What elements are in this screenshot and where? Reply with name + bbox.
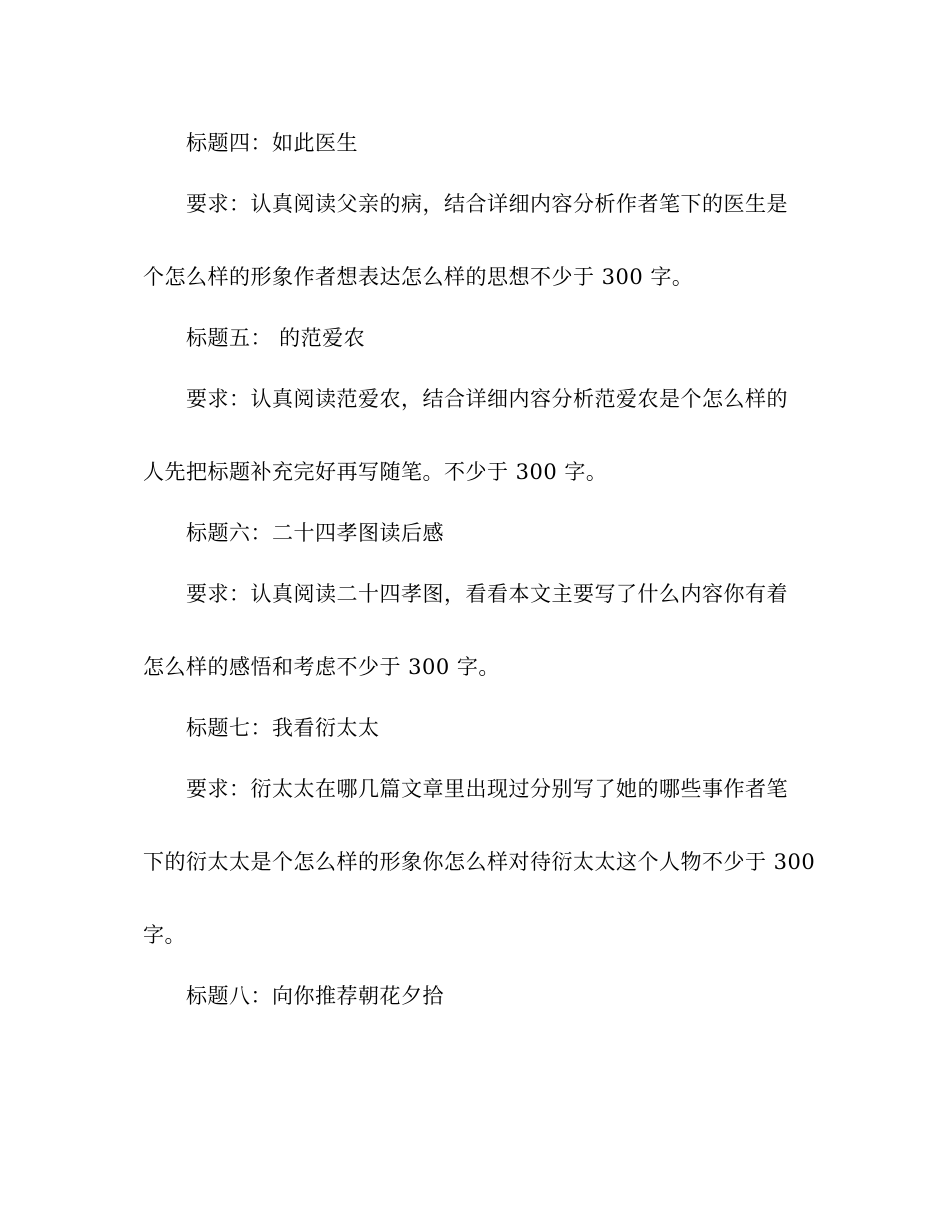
section-6-requirement-line-1: 要求：认真阅读二十四孝图，看看本文主要写了什么内容你有着 xyxy=(186,582,788,606)
section-title-7: 标题七：我看衍太太 xyxy=(186,716,380,740)
section-title-5: 标题五： 的范爱农 xyxy=(186,326,366,350)
section-4-requirement-line-2: 个怎么样的形象作者想表达怎么样的思想不少于 300 字。 xyxy=(143,265,694,289)
section-7-requirement-line-3: 字。 xyxy=(143,923,186,947)
section-title-4: 标题四：如此医生 xyxy=(186,131,358,155)
section-5-requirement-line-1: 要求：认真阅读范爱农，结合详细内容分析范爱农是个怎么样的 xyxy=(186,387,788,411)
section-6-requirement-line-2: 怎么样的感悟和考虑不少于 300 字。 xyxy=(143,655,500,679)
section-title-6: 标题六：二十四孝图读后感 xyxy=(186,521,444,545)
section-5-requirement-line-2: 人先把标题补充完好再写随笔。不少于 300 字。 xyxy=(143,460,608,484)
section-title-8: 标题八：向你推荐朝花夕拾 xyxy=(186,984,444,1008)
section-7-requirement-line-1: 要求：衍太太在哪几篇文章里出现过分别写了她的哪些事作者笔 xyxy=(186,777,788,801)
section-4-requirement-line-1: 要求：认真阅读父亲的病，结合详细内容分析作者笔下的医生是 xyxy=(186,192,788,216)
section-7-requirement-line-2: 下的衍太太是个怎么样的形象你怎么样对待衍太太这个人物不少于 300 xyxy=(143,850,816,874)
